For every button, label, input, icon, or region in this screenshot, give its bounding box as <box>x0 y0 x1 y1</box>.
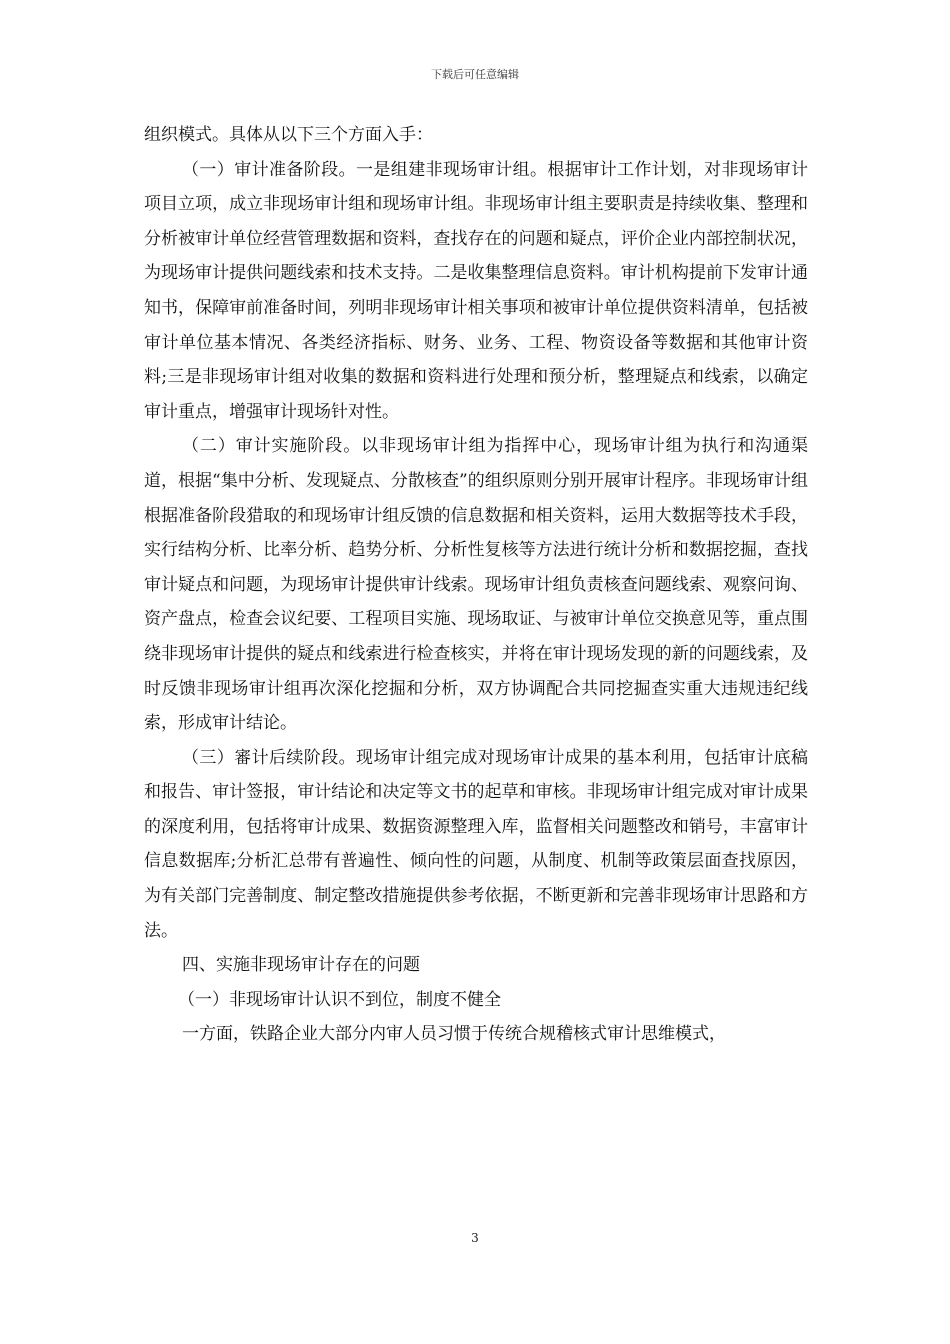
page-header: 下载后可任意编辑 <box>431 68 519 81</box>
paragraph-audit-preparation: （一）审计准备阶段。一是组建非现场审计组。根据审计工作计划，对非现场审计项目立项，成立非现场审计组和现场审计组。非现场审计组主要职责是持续收集、整理和分析被审计单位经营管理数据和资料，查找存在的问题和疑点，评价企业内部控制状况，为现场审计提供问题线索和技术支持。二是收集整理信息资料。审计机构提前下发审计通知书，保障审前准备时间，列明非现场审计相关事项和被审计单位提供资料清单，包括被审计单位基本情况、各类经济指标、财务、业务、工程、物资设备等数据和其他审计资料;三是非现场审计组对收集的数据和资料进行处理和预分析，整理疑点和线索，以确定审计重点，增强审计现场针对性。 <box>144 159 808 422</box>
page-number: 3 <box>471 1231 479 1245</box>
section-heading-problems: 四、实施非现场审计存在的问题 <box>182 955 420 976</box>
subsection-heading-awareness: （一）非现场审计认识不到位，制度不健全 <box>178 989 501 1010</box>
paragraph-intro-continuation: 组织模式。具体从以下三个方面入手： <box>144 125 433 145</box>
document-body <box>144 118 808 1052</box>
paragraph-audit-implementation: （二）审计实施阶段。以非现场审计组为指挥中心，现场审计组为执行和沟通渠道，根据“集中分析、发现疑点、分散核查”的组织原则分别开展审计程序。非现场审计组根据准备阶段猎取的和现场审计组反馈的信息数据和相关资料，运用大数据等技术手段，实行结构分析、比率分析、趋势分析、分析性复核等方法进行统计分析和数据挖掘，查找审计疑点和问题，为现场审计提供审计线索。现场审计组负责核查问题线索、观察问询、资产盘点，检查会议纪要、工程项目实施、现场取证、与被审计单位交换意见等，重点围绕非现场审计提供的疑点和线索进行检查核实，并将在审计现场发现的新的问题线索，及时反馈非现场审计组再次深化挖掘和分析，双方协调配合共同挖掘查实重大违规违纪线索，形成审计结论。 <box>144 436 808 734</box>
paragraph-audit-followup: （三）審计后续阶段。现场审计组完成对现场审计成果的基本利用，包括审计底稿和报告、审计签报，审计结论和决定等文书的起草和审核。非现场审计组完成对审计成果的深度利用，包括将审计成果、数据资源整理入库，监督相关问题整改和销号，丰富审计信息数据库;分析汇总带有普遍性、倾向性的问题，从制度、机制等政策层面查找原因，为有关部门完善制度、制定整改措施提供参考依据，不断更新和完善非现场审计思路和方法。 <box>144 747 808 941</box>
paragraph-problems-start: 一方面，铁路企业大部分内审人员习惯于传统合规稽核式审计思维模式， <box>182 1024 726 1045</box>
